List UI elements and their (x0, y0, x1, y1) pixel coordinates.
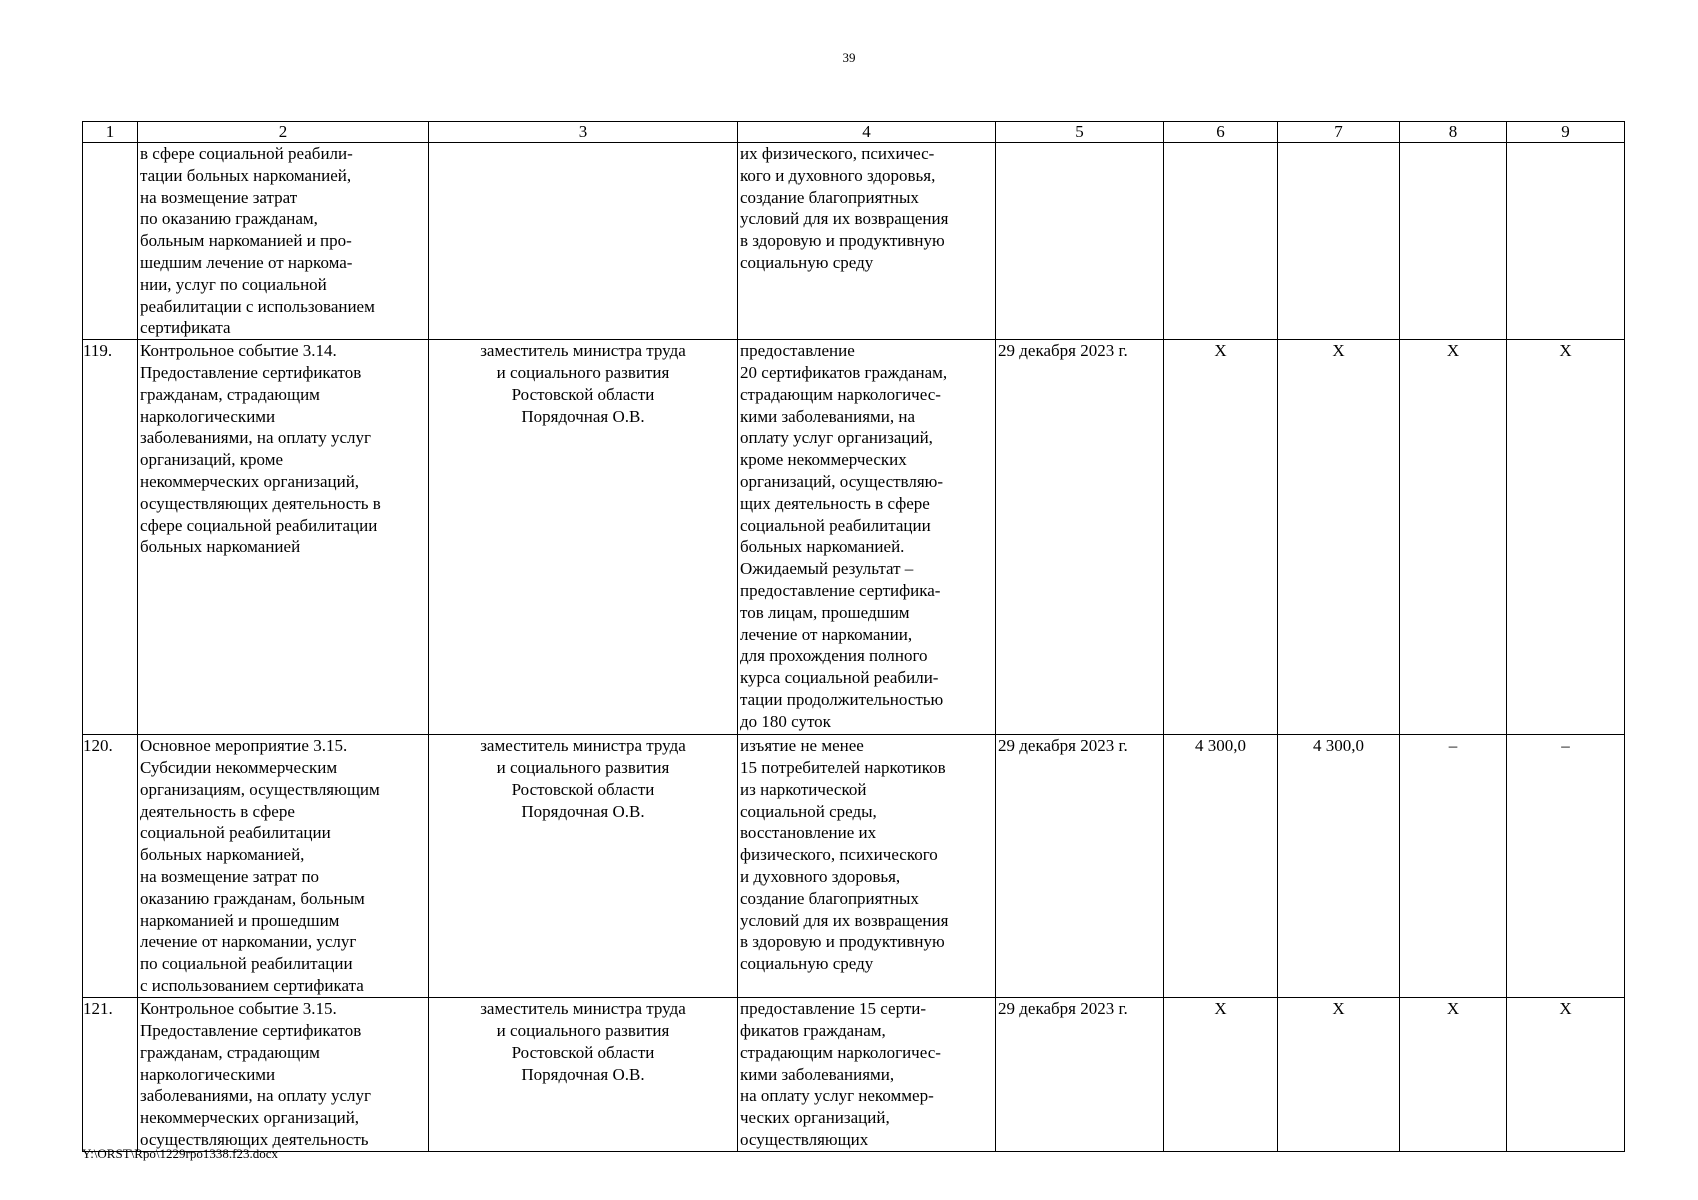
value-col-9: – (1507, 735, 1625, 998)
responsible-executor: заместитель министра труда и социального развития Ростовской области Порядочная О.В. (429, 340, 738, 735)
deadline-date (996, 143, 1164, 340)
expected-result: предоставление 20 сертификатов гражданам, страдающим наркологичес- кими заболеваниями, на оплату услуг организаций, кроме некоммерческих организаций, осуществляю- щих деятельность в сфере социальной реабилитации больных наркоманией. Ожидаемый результат – предоставление сертифика- тов лицам, прошедшим лечение от наркомании, для прохождения полного курса социальной реабили- тации продолжительностью до 180 суток (738, 340, 996, 735)
header-col-8: 8 (1400, 122, 1507, 143)
header-col-3: 3 (429, 122, 738, 143)
deadline-date: 29 декабря 2023 г. (996, 735, 1164, 998)
responsible-executor (429, 143, 738, 340)
header-col-1: 1 (83, 122, 138, 143)
file-path-footer: Y:\ORST\Rpo\1229rpo1338.f23.docx (82, 1146, 278, 1161)
value-col-8 (1400, 143, 1507, 340)
header-col-2: 2 (138, 122, 429, 143)
value-col-7: Х (1278, 340, 1400, 735)
header-row (83, 122, 1625, 143)
header-col-6: 6 (1164, 122, 1278, 143)
value-col-7: Х (1278, 998, 1400, 1152)
table-row (83, 998, 1625, 1152)
table-row (83, 340, 1625, 735)
row-number: 119. (83, 340, 138, 735)
header-col-7: 7 (1278, 122, 1400, 143)
expected-result: их физического, психичес- кого и духовного здоровья, создание благоприятных условий для их возвращения в здоровую и продуктивную социальную среду (738, 143, 996, 340)
measure-name: Контрольное событие 3.15. Предоставление сертификатов гражданам, страдающим наркологическими заболеваниями, на оплату услуг некоммерческих организаций, осуществляющих деятельность (138, 998, 429, 1152)
value-col-6: Х (1164, 340, 1278, 735)
deadline-date: 29 декабря 2023 г. (996, 340, 1164, 735)
header-col-5: 5 (996, 122, 1164, 143)
deadline-date: 29 декабря 2023 г. (996, 998, 1164, 1152)
value-col-8: Х (1400, 998, 1507, 1152)
row-number (83, 143, 138, 340)
page-number: 39 (842, 50, 856, 65)
responsible-executor: заместитель министра труда и социального развития Ростовской области Порядочная О.В. (429, 998, 738, 1152)
expected-result: изъятие не менее 15 потребителей наркотиков из наркотической социальной среды, восстановление их физического, психического и духовного здоровья, создание благоприятных условий для их возвращения в здоровую и продуктивную социальную среду (738, 735, 996, 998)
measure-name: Контрольное событие 3.14. Предоставление сертификатов гражданам, страдающим наркологическими заболеваниями, на оплату услуг организаций, кроме некоммерческих организаций, осуществляющих деятельность в сфере социальной реабилитации больных наркоманией (138, 340, 429, 735)
header-col-9: 9 (1507, 122, 1625, 143)
value-col-9: Х (1507, 340, 1625, 735)
responsible-executor: заместитель министра труда и социального развития Ростовской области Порядочная О.В. (429, 735, 738, 998)
measure-name: Основное мероприятие 3.15. Субсидии некоммерческим организациям, осуществляющим деятельность в сфере социальной реабилитации больных наркоманией, на возмещение затрат по оказанию гражданам, больным наркоманией и прошедшим лечение от наркомании, услуг по социальной реабилитации с использованием сертификата (138, 735, 429, 998)
table-row (83, 735, 1625, 998)
value-col-6: Х (1164, 998, 1278, 1152)
measures-table (82, 121, 1625, 1152)
measure-name: в сфере социальной реабили- тации больных наркоманией, на возмещение затрат по оказанию гражданам, больным наркоманией и про- шедшим лечение от наркома- нии, услуг по социальной реабилитации с использованием сертификата (138, 143, 429, 340)
value-col-7: 4 300,0 (1278, 735, 1400, 998)
row-number: 121. (83, 998, 138, 1152)
value-col-9 (1507, 143, 1625, 340)
value-col-8: Х (1400, 340, 1507, 735)
value-col-6: 4 300,0 (1164, 735, 1278, 998)
row-number: 120. (83, 735, 138, 998)
value-col-7 (1278, 143, 1400, 340)
value-col-9: Х (1507, 998, 1625, 1152)
value-col-6 (1164, 143, 1278, 340)
header-col-4: 4 (738, 122, 996, 143)
expected-result: предоставление 15 серти- фикатов гражданам, страдающим наркологичес- кими заболеваниями, на оплату услуг некоммер- ческих организаций, осуществляющих (738, 998, 996, 1152)
value-col-8: – (1400, 735, 1507, 998)
table-row (83, 143, 1625, 340)
